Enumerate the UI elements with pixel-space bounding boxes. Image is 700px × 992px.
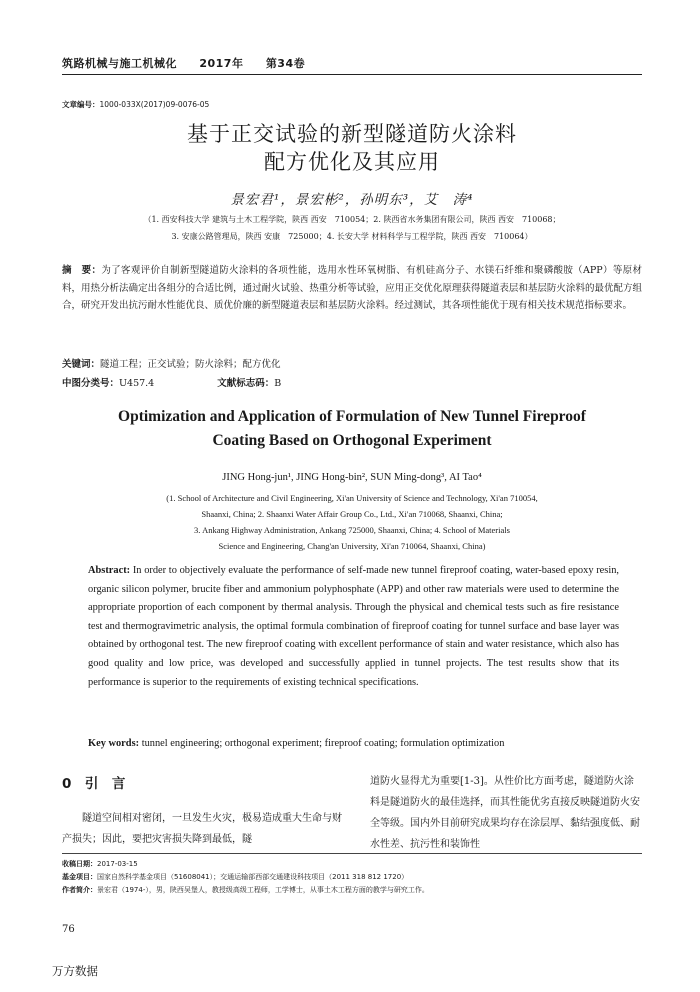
page-number: 76: [62, 924, 75, 935]
cn-abstract-label: 摘 要：: [62, 265, 102, 276]
footnote-author: 作者简介：景宏君（1974-），男，陕西吴堡人，教授级高级工程师，工学博士，从事土木工程方面的教学与研究工作。: [62, 886, 429, 894]
en-affiliation-3: 3. Ankang Highway Administration, Ankang 725000, Shaanxi, China; 4. School of Materials: [194, 525, 510, 535]
en-title-line2: Coating Based on Orthogonal Experiment: [212, 432, 492, 449]
article-number: 文章编号：1000-033X(2017)09-0076-05: [62, 100, 210, 109]
cn-title-line2: 配方优化及其应用: [264, 150, 440, 174]
cn-keywords: 关键词：隧道工程；正交试验；防火涂料；配方优化: [62, 359, 281, 370]
en-title-line1: Optimization and Application of Formulation of New Tunnel Fireproof: [118, 408, 586, 425]
journal-name: 筑路机械与施工机械化: [62, 57, 177, 70]
footnote-received: 收稿日期：2017-03-15: [62, 860, 138, 868]
en-abstract-text: In order to objectively evaluate the performance of self-made new tunnel fireproof coating, water-based epoxy resin, organic silicon polymer, brucite fiber and ammonium polyphosphate (APP) and other raw materials were used to determine the appropriate proportion of each component by thermal analysis. Through the physical and chemical tests such as fire resistance test and thermogravimetric analysis, the optimal formula combination of fireproof coating for tunnel surface and base layer was obtained by orthogonal test. The new fireproof coating with excellent performance of stain and water resistance, which also has good quality and low price, was developed and successfully applied in tunnel projects. The test results show that its performance is superior to the requirements of existing technical specifications.: [88, 565, 619, 688]
journal-volume: 第34卷: [265, 57, 306, 70]
cn-classification: 中图分类号：U457.4 文献标志码：B: [62, 378, 282, 389]
cn-affiliation-1: （1. 西安科技大学 建筑与土木工程学院，陕西 西安 710054；2. 陕西省水务集团有限公司，陕西 西安 710068；: [143, 215, 561, 224]
journal-year: 2017年: [199, 57, 244, 70]
footnote-rule: [62, 853, 642, 854]
en-affiliation-2: Shaanxi, China; 2. Shaanxi Water Affair Group Co., Ltd., Xi'an 710068, Shaanxi, China;: [201, 509, 503, 519]
en-affiliation-1: (1. School of Architecture and Civil Engineering, Xi'an University of Science and Technology, Xi'an 710054,: [166, 493, 538, 503]
en-keywords: Key words: tunnel engineering; orthogonal experiment; fireproof coating; formulation optimization: [88, 738, 505, 749]
en-affiliation-4: Science and Engineering, Chang'an University, Xi'an 710064, Shaanxi, China): [218, 541, 486, 551]
journal-header: [62, 55, 323, 71]
intro-right-column: 道防火显得尤为重要[1-3]。从性价比方面考虑，隧道防火涂料是隧道防火的最佳选择，而其性能优劣直接反映隧道防火安全等级。国内外目前研究成果均存在涂层厚、黏结强度低、耐水性差、抗污性和装饰性: [370, 776, 640, 850]
cn-title-line1: 基于正交试验的新型隧道防火涂料: [187, 122, 517, 146]
en-authors: JING Hong-jun¹, JING Hong-bin², SUN Ming-dong³, AI Tao⁴: [222, 472, 482, 483]
watermark: 万方数据: [52, 964, 98, 978]
en-abstract-label: Abstract:: [88, 565, 131, 576]
footnote-fund: 基金项目：国家自然科学基金项目（51608041）；交通运输部西部交通建设科技项目（2011 318 812 1720）: [62, 873, 409, 881]
cn-abstract-text: 为了客观评价自制新型隧道防火涂料的各项性能，选用水性环氧树脂、有机硅高分子、水镁石纤维和聚磷酸胺（APP）等原材料，用热分析法确定出各组分的合适比例，通过耐火试验、热重分析等试验，应用正交优化原理获得隧道表层和基层防火涂料的最优配方组合，研究开发出抗污耐水性能优良、质优价廉的新型隧道表层和基层防火涂料。经过测试，其各项性能优于现有相关技术规范指标要求。: [62, 265, 642, 311]
cn-authors: 景宏君¹，景宏彬²，孙明东³，艾 涛⁴: [230, 192, 474, 208]
cn-abstract: [62, 262, 642, 315]
intro-left-column: 隧道空间相对密闭，一旦发生火灾，极易造成重大生命与财产损失；因此，要把灾害损失降到最低，隧: [62, 813, 342, 845]
en-abstract: [88, 562, 619, 692]
section-heading-intro: 0 引 言: [62, 776, 126, 792]
header-rule: [62, 74, 642, 75]
cn-affiliation-2: 3. 安康公路管理局，陕西 安康 725000；4. 长安大学 材料科学与工程学院，陕西 西安 710064）: [171, 232, 533, 241]
